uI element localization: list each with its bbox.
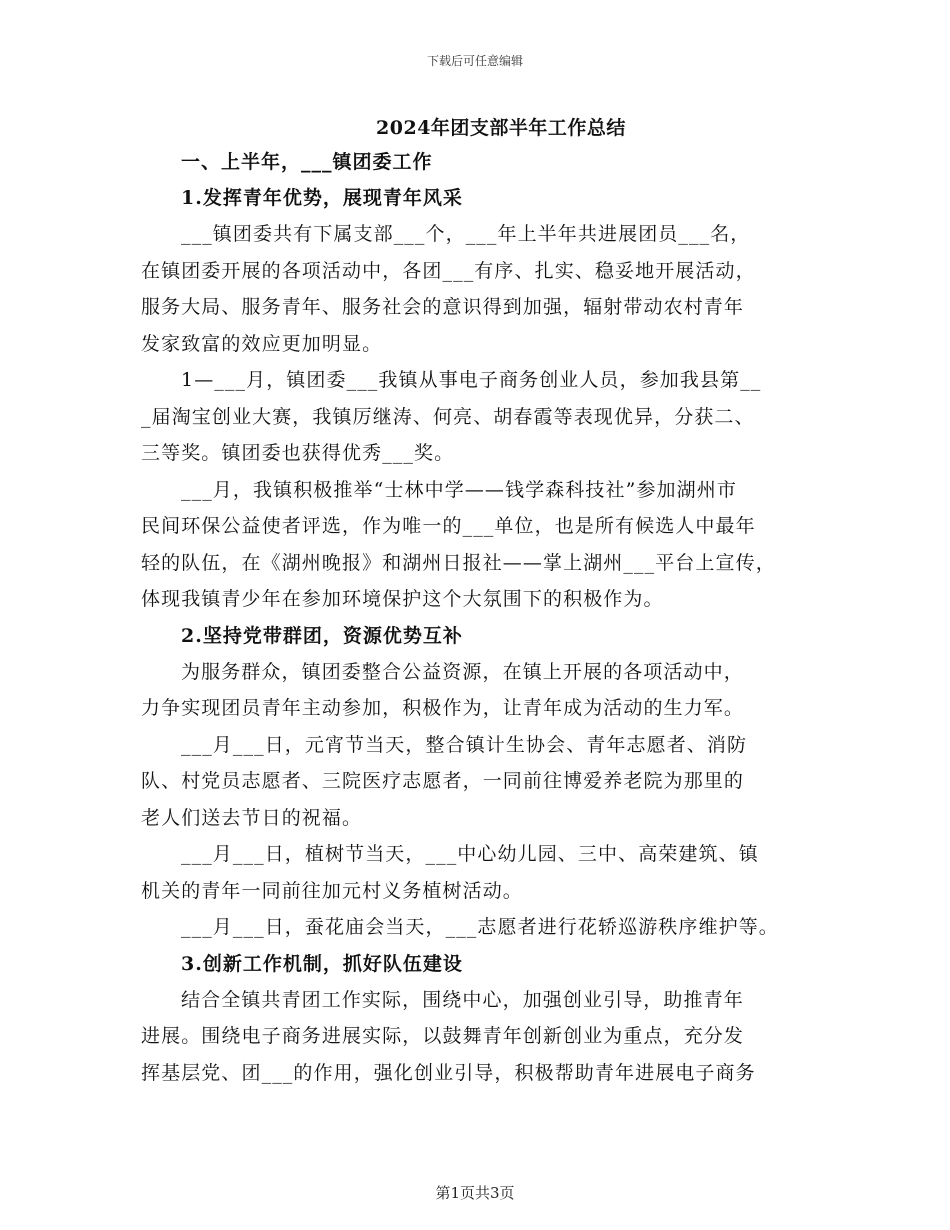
subsection-heading-1: 1.发挥青年优势，展现青年风采	[181, 187, 463, 209]
document-title: 2024年团支部半年工作总结	[376, 117, 626, 139]
subsection-heading-3: 3.创新工作机制，抓好队伍建设	[181, 952, 463, 975]
paragraph-6	[141, 836, 821, 909]
paragraph-line: _届淘宝创业大赛，我镇厉继涛、何亮、胡春霞等表现优异，分获二、	[141, 405, 755, 428]
section-heading-1: 一、上半年，___镇团委工作	[181, 151, 433, 173]
paragraph-line: 1—___月，镇团委___我镇从事电子商务创业人员，参加我县第__	[181, 369, 762, 391]
paragraph-line: 机关的青年一同前往加元村义务植树活动。	[141, 879, 523, 902]
paragraph-4	[141, 654, 821, 727]
paragraph-line: ___镇团委共有下属支部___个，___年上半年共进展团员___名，	[181, 223, 751, 245]
paragraph-8	[141, 982, 821, 1092]
paragraph-line: 老人们送去节日的祝福。	[141, 806, 363, 829]
document-body	[141, 112, 821, 1091]
paragraph-7	[141, 909, 821, 946]
paragraph-line: 结合全镇共青团工作实际，围绕中心，加强创业引导，助推青年	[181, 988, 744, 1011]
paragraph-line: 进展。围绕电子商务进展实际，以鼓舞青年创新创业为重点，充分发	[141, 1025, 745, 1047]
paragraph-line: ___月___日，植树节当天，___中心幼儿园、三中、高荣建筑、镇	[181, 843, 759, 865]
paragraph-line: 轻的队伍，在《湖州晚报》和湖州日报社——掌上湖州___平台上宣传，	[141, 551, 776, 574]
paragraph-line: 力争实现团员青年主动参加，积极作为，让青年成为活动的生力军。	[141, 697, 745, 719]
paragraph-2	[141, 362, 821, 472]
paragraph-5	[141, 727, 821, 837]
page-footer: 第1页共3页	[435, 1184, 515, 1202]
paragraph-line: 发家致富的效应更加明显。	[141, 332, 383, 355]
paragraph-1	[141, 216, 821, 362]
paragraph-line: ___月___日，蚕花庙会当天，___志愿者进行花轿巡游秩序维护等。	[181, 916, 779, 938]
paragraph-3	[141, 472, 821, 618]
paragraph-line: 为服务群众，镇团委整合公益资源，在镇上开展的各项活动中，	[181, 660, 744, 683]
paragraph-line: 在镇团委开展的各项活动中，各团___有序、扎实、稳妥地开展活动，	[141, 259, 756, 282]
paragraph-line: 体现我镇青少年在参加环境保护这个大氛围下的积极作为。	[141, 588, 664, 610]
paragraph-line: ___月___日，元宵节当天，整合镇计生协会、青年志愿者、消防	[181, 733, 748, 756]
paragraph-line: 挥基层党、团___的作用，强化创业引导，积极帮助青年进展电子商务	[141, 1061, 756, 1084]
paragraph-line: 队、村党员志愿者、三院医疗志愿者，一同前往博爱养老院为那里的	[141, 770, 745, 792]
paragraph-line: 服务大局、服务青年、服务社会的意识得到加强，辐射带动农村青年	[141, 296, 745, 318]
paragraph-line: 三等奖。镇团委也获得优秀___奖。	[141, 442, 455, 464]
subsection-heading-2: 2.坚持党带群团，资源优势互补	[181, 624, 463, 647]
paragraph-line: 民间环保公益使者评选，作为唯一的___单位，也是所有候选人中最年	[141, 515, 756, 537]
paragraph-line: ___月，我镇积极推举“士林中学——钱学森科技社”参加湖州市	[181, 478, 737, 501]
page-header: 下载后可任意编辑	[426, 54, 523, 68]
